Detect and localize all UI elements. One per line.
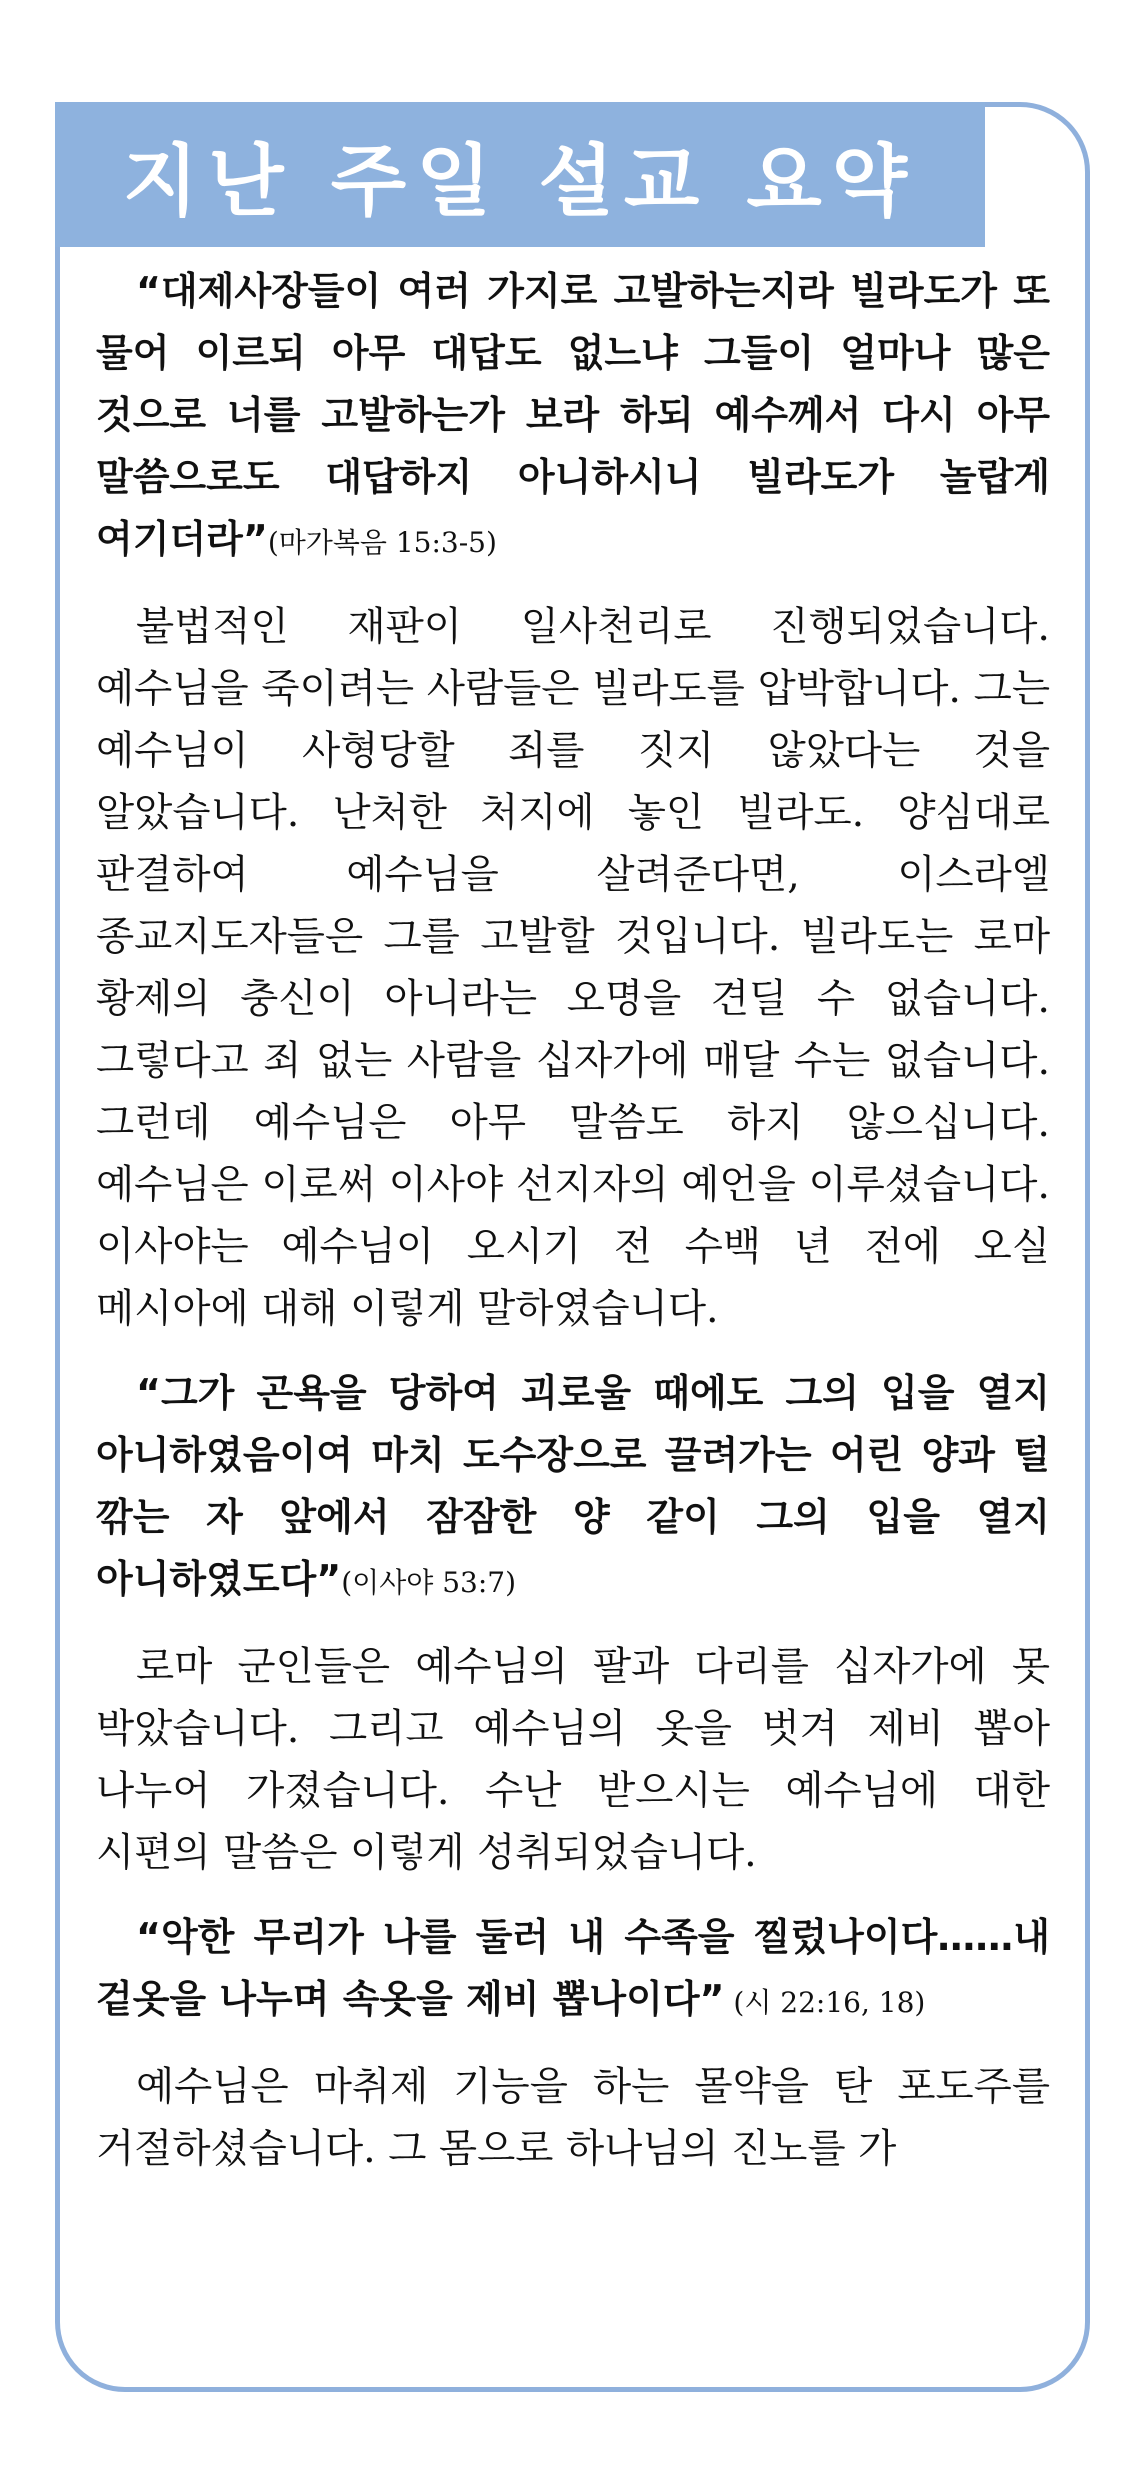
- scripture-reference: (시 22:16, 18): [724, 1986, 926, 2019]
- title-banner: [55, 102, 985, 247]
- quote-text: “악한 무리가 나를 둘러 내 수족을 찔렀나이다……내 겉옷을 나누며 속옷을 제비 뽑나이다”: [96, 1915, 1050, 2021]
- body-paragraph-2: 로마 군인들은 예수님의 팔과 다리를 십자가에 못 박았습니다. 그리고 예수님의 옷을 벗겨 제비 뽑아 나누어 가졌습니다. 수난 받으시는 예수님에 대한 시편의 말씀은 이렇게 성취되었습니다.: [96, 1644, 1050, 1876]
- scripture-quote-2: [96, 1362, 1050, 1614]
- scripture-reference: (이사야 53:7): [341, 1566, 517, 1599]
- quote-text: “그가 곤욕을 당하여 괴로울 때에도 그의 입을 열지 아니하였음이여 마치 도수장으로 끌려가는 어린 양과 털 깎는 자 앞에서 잠잠한 양 같이 그의 입을 열지 아니하였도다”: [96, 1371, 1050, 1601]
- body-paragraph-1: 불법적인 재판이 일사천리로 진행되었습니다. 예수님을 죽이려는 사람들은 빌라도를 압박합니다. 그는 예수님이 사형당할 죄를 짓지 않았다는 것을 알았습니다. 난처한 처지에 놓인 빌라도. 양심대로 판결하여 예수님을 살려준다면, 이스라엘 종교지도자들은 그를 고발할 것입니다. 빌라도는 로마 황제의 충신이 아니라는 오명을 견딜 수 없습니다. 그렇다고 죄 없는 사람을 십자가에 매달 수는 없습니다. 그런데 예수님은 아무 말씀도 하지 않으십니다. 예수님은 이로써 이사야 선지자의 예언을 이루셨습니다. 이사야는 예수님이 오시기 전 수백 년 전에 오실 메시아에 대해 이렇게 말하였습니다.: [96, 604, 1050, 1332]
- body-paragraph-3: 예수님은 마취제 기능을 하는 몰약을 탄 포도주를 거절하셨습니다. 그 몸으로 하나님의 진노를 가: [96, 2064, 1050, 2172]
- page-title: 지난 주일 설교 요약: [122, 136, 918, 227]
- scripture-reference: (마가복음 15:3-5): [267, 526, 497, 559]
- quote-text: “대제사장들이 여러 가지로 고발하는지라 빌라도가 또 물어 이르되 아무 대답도 없느냐 그들이 얼마나 많은 것으로 너를 고발하는가 보라 하되 예수께서 다시 아무 말씀으로도 대답하지 아니하시니 빌라도가 놀랍게 여기더라”: [96, 269, 1050, 561]
- scripture-quote-3: [96, 1906, 1050, 2034]
- scripture-quote-1: [96, 260, 1050, 574]
- sermon-summary: [96, 260, 1050, 2180]
